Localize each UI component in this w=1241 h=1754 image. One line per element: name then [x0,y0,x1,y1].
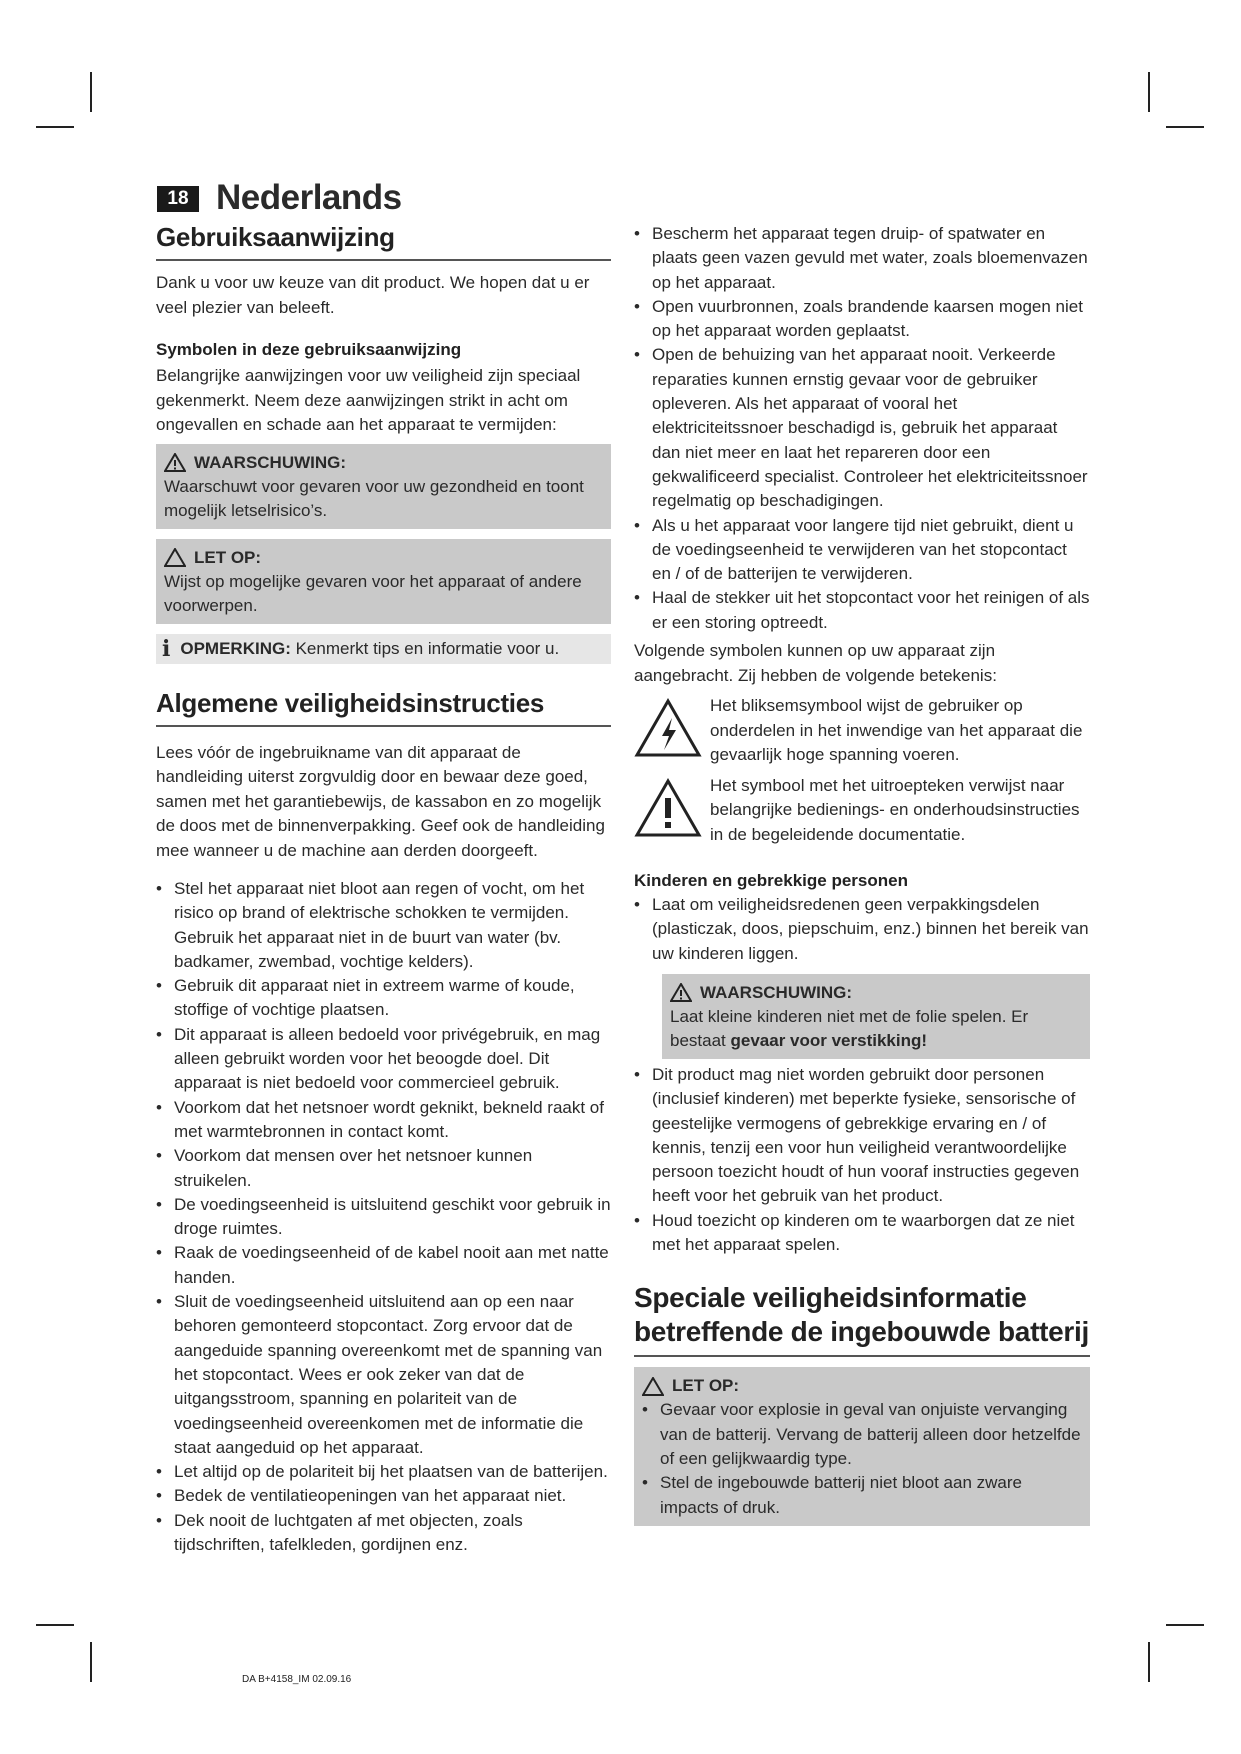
kids-warning-title: WAARSCHUWING: [700,982,853,1002]
warning-triangle-icon [164,453,186,472]
kids-warning-text [670,1005,1082,1053]
crop-mark [1166,126,1204,128]
list-item: • Dit product mag niet worden gebruikt door personen (inclusief kinderen) met beperkte fysieke, sensorische of geestelijke vermogens of gebrekkige ervaring en / of kennis, tenzij een voor hun veiligheid verantwoordelijke persoon toezicht houdt of hun vooraf instructies gegeven heeft voor het gebruik van het product. [634,1063,1090,1209]
caution-title: LET OP: [194,547,262,567]
list-item: • Raak de voedingseenheid of de kabel nooit aan met natte handen. [156,1241,611,1290]
warning-box [156,444,611,529]
section-title-veiligheid: Algemene veiligheidsinstructies [156,688,611,727]
kids-warning-text-normal: Laat kleine kinderen niet met de folie spelen. Er bestaat [670,1006,1029,1050]
left-column [156,222,611,1557]
lightning-symbol-row [634,694,1090,768]
battery-caution-title: LET OP: [672,1376,740,1396]
caution-box [156,539,611,624]
safety-intro: Lees vóór de ingebruikname van dit apparaat de handleiding uiterst zorgvuldig door en bewaar deze goed, samen met het garantiebewijs, de kassabon en zo mogelijk de doos met de binnenverpakking. Geef ook de handleiding mee wanneer u de machine aan derden doorgeeft. [156,742,605,860]
list-item: • Sluit de voedingseenheid uitsluitend aan op een naar behoren gemonteerd stopcontact. Zorg ervoor dat de aangeduide spanning overeenkomt met de spanning van het stopcontact. Wees er ook zeker van dat de uitgangsstroom, spanning en polariteit van de voedingseenheid overeenkomen met de informatie die staat aangeduid op het apparaat. [156,1290,611,1460]
language-title: Nederlands [216,178,402,217]
safety-list-continued [634,222,1090,635]
warning-title-row [164,451,603,475]
list-item: • Gebruik dit apparaat niet in extreem warme of koude, stoffige of vochtige plaatsen. [156,974,611,1023]
list-item: • Bedek de ventilatieopeningen van het apparaat niet. [156,1484,611,1508]
note-title: OPMERKING: [180,638,291,658]
warning-text: Waarschuwt voor gevaren voor uw gezondheid en toont mogelijk letselrisico’s. [164,476,584,520]
warning-title: WAARSCHUWING: [194,452,347,472]
list-item: • Let altijd op de polariteit bij het plaatsen van de batterijen. [156,1460,611,1484]
kids-heading: Kinderen en gebrekkige personen [634,871,908,891]
document-code: DA B+4158_IM 02.09.16 [242,1674,352,1685]
list-item: • Open vuurbronnen, zoals brandende kaarsen mogen niet op het apparaat worden geplaatst. [634,295,1090,344]
intro-text: Dank u voor uw keuze van dit product. We hopen dat u er veel plezier van beleeft. [156,273,590,317]
kids-warning-box [662,974,1090,1059]
battery-section-title: Speciale veiligheidsinformatie betreffende de ingebouwde batterij [634,1281,1090,1357]
crop-mark [1166,1624,1204,1626]
symbols-text: Belangrijke aanwijzingen voor uw veiligheid zijn speciaal gekenmerkt. Neem deze aanwijzingen strikt in acht om ongevallen en schade aan het apparaat te vermijden: [156,366,581,434]
warning-triangle-icon [670,983,692,1002]
lightning-text: Het bliksemsymbool wijst de gebruiker op onderdelen in het inwendige van het apparaat die gevaarlijk hoge spanning voeren. [710,696,1083,765]
crop-mark [36,1624,74,1626]
lightning-warning-icon [634,698,702,758]
note-text: Kenmerkt tips en informatie voor u. [295,638,560,658]
list-item: • Voorkom dat het netsnoer wordt geknikt, bekneld raakt of met warmtebronnen in contact komt. [156,1096,611,1145]
crop-mark [90,72,92,112]
crop-mark [36,126,74,128]
crop-mark [90,1642,92,1682]
battery-caution-title-row [642,1374,1082,1398]
list-item: • Dit apparaat is alleen bedoeld voor privégebruik, en mag alleen gebruikt worden voor het beoogde doel. Dit apparaat is niet bedoeld voor commercieel gebruik. [156,1023,611,1096]
list-item: • Houd toezicht op kinderen om te waarborgen dat ze niet met het apparaat spelen. [634,1209,1090,1258]
symbols-heading: Symbolen in deze gebruiksaanwijzing [156,340,462,359]
list-item: • De voedingseenheid is uitsluitend geschikt voor gebruik in droge ruimtes. [156,1193,611,1242]
caution-title-row [164,546,603,570]
kids-warning-text-bold: gevaar voor verstikking! [730,1030,928,1050]
exclamation-text: Het symbool met het uitroepteken verwijst naar belangrijke bedienings- en onderhoudsinstructies in de begeleidende documentatie. [710,775,1080,844]
list-item: • Als u het apparaat voor langere tijd niet gebruikt, dient u de voedingseenheid te verwijderen van het stopcontact en / of de batterijen te verwijderen. [634,514,1090,587]
section-title-gebruiksaanwijzing: Gebruiksaanwijzing [156,222,611,261]
list-item: • Stel de ingebouwde batterij niet bloot aan zware impacts of druk. [642,1471,1082,1520]
list-item: • Open de behuizing van het apparaat nooit. Verkeerde reparaties kunnen ernstig gevaar voor de gebruiker opleveren. Als het apparaat of vooral het elektriciteitssnoer beschadigd is, gebruik het apparaat dan niet meer en laat het repareren door een gekwalificeerd specialist. Controleer het elektriciteitssnoer regelmatig op beschadigingen. [634,343,1090,513]
list-item: • Gevaar voor explosie in geval van onjuiste vervanging van de batterij. Vervang de batterij alleen door hetzelfde of een gelijkwaardig type. [642,1398,1082,1471]
kids-list-continued [634,1063,1090,1257]
right-column [634,222,1090,1526]
kids-warning-title-row [670,981,1082,1005]
list-item: • Bescherm het apparaat tegen druip- of spatwater en plaats geen vazen gevuld met water, zoals bloemenvazen op het apparaat. [634,222,1090,295]
crop-mark [1148,72,1150,112]
list-item: • Haal de stekker uit het stopcontact voor het reinigen of als er een storing optreedt. [634,586,1090,635]
info-icon: i [162,635,171,662]
exclamation-symbol-row [634,774,1090,848]
caution-text: Wijst op mogelijke gevaren voor het apparaat of andere voorwerpen. [164,571,582,615]
page-number: 18 [157,186,199,212]
safety-list [156,877,611,1557]
symbols-intro: Volgende symbolen kunnen op uw apparaat zijn aangebracht. Zij hebben de volgende betekenis: [634,641,997,685]
battery-list [642,1398,1082,1519]
caution-triangle-icon [164,548,186,567]
note-box [156,634,611,664]
list-item: • Laat om veiligheidsredenen geen verpakkingsdelen (plasticzak, doos, piepschuim, enz.) binnen het bereik van uw kinderen liggen. [634,893,1090,966]
list-item: • Dek nooit de luchtgaten af met objecten, zoals tijdschriften, tafelkleden, gordijnen enz. [156,1509,611,1558]
crop-mark [1148,1642,1150,1682]
list-item: • Stel het apparaat niet bloot aan regen of vocht, om het risico op brand of elektrische schokken te vermijden. Gebruik het apparaat niet in de buurt van water (bv. badkamer, zwembad, vochtige kelders). [156,877,611,974]
kids-list [634,893,1090,966]
battery-caution-box [634,1367,1090,1525]
list-item: • Voorkom dat mensen over het netsnoer kunnen struikelen. [156,1144,611,1193]
exclamation-warning-icon [634,778,702,838]
caution-triangle-icon [642,1377,664,1396]
